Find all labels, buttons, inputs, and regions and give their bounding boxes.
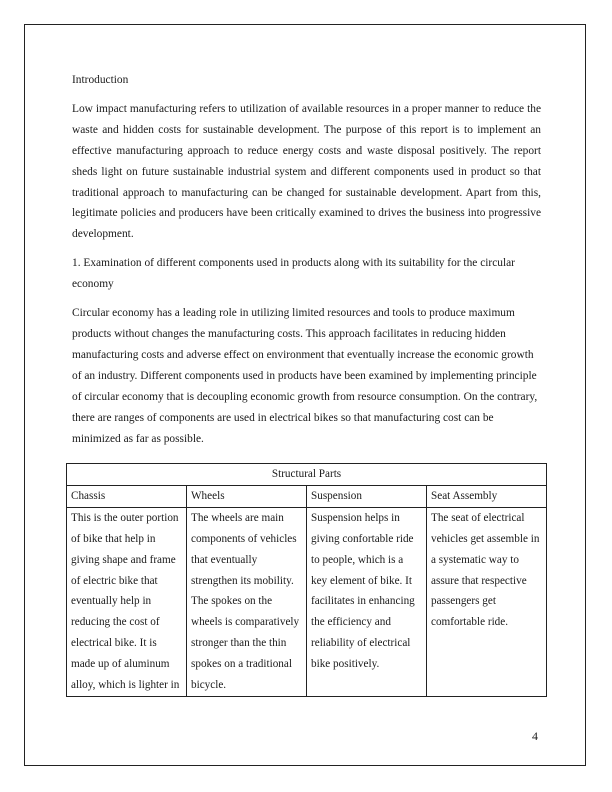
cell-suspension: Suspension helps in giving confortable ride to people, which is a key element of bike. It facilitates in enhancing the efficiency and reliability of electrical bike positively. bbox=[307, 507, 427, 696]
column-header-wheels: Wheels bbox=[187, 485, 307, 507]
column-header-seat-assembly: Seat Assembly bbox=[427, 485, 547, 507]
table-title: Structural Parts bbox=[67, 464, 547, 486]
table-row bbox=[67, 507, 547, 696]
section-heading: 1. Examination of different components used in products along with its suitability for the circular economy bbox=[72, 257, 515, 291]
document-body bbox=[72, 70, 541, 457]
table-title-row bbox=[67, 464, 547, 486]
structural-parts-table bbox=[66, 463, 547, 697]
cell-chassis: This is the outer portion of bike that help in giving shape and frame of electric bike that eventually help in reducing the cost of electrical bike. It is made up of aluminum alloy, which is lighter in bbox=[67, 507, 187, 696]
structural-parts-table-wrap bbox=[66, 463, 546, 697]
column-header-chassis: Chassis bbox=[67, 485, 187, 507]
table-header-row bbox=[67, 485, 547, 507]
cell-wheels: The wheels are main components of vehicles that eventually strengthen its mobility. The spokes on the wheels is comparatively stronger than the thin spokes on a traditional bicycle. bbox=[187, 507, 307, 696]
section-paragraph: Circular economy has a leading role in utilizing limited resources and tools to produce maximum products without changes the manufacturing costs. This approach facilitates in reducing hidden manufacturing costs and adverse effect on environment that eventually increase the economic growth of an industry. Different components used in products have been examined by implementing principle of circular economy that is decoupling economic growth from resource consumption. On the contrary, there are ranges of components are used in electrical bikes so that manufacturing cost can be minimized as far as possible. bbox=[72, 307, 538, 445]
cell-seat-assembly: The seat of electrical vehicles get assemble in a systematic way to assure that respective passengers get comfortable ride. bbox=[427, 507, 547, 696]
column-header-suspension: Suspension bbox=[307, 485, 427, 507]
introduction-heading: Introduction bbox=[72, 74, 129, 86]
page-number: 4 bbox=[532, 729, 538, 743]
intro-paragraph: Low impact manufacturing refers to utilization of available resources in a proper manner to reduce the waste and hidden costs for sustainable development. The purpose of this report is to implement an effective manufacturing approach to reduce energy costs and waste disposal positively. The report sheds light on future sustainable industrial system and different components used in product so that traditional approach to manufacturing can be changed for sustainable development. Apart from this, legitimate policies and producers have been critically examined to drives the business into progressive development. bbox=[72, 102, 541, 241]
